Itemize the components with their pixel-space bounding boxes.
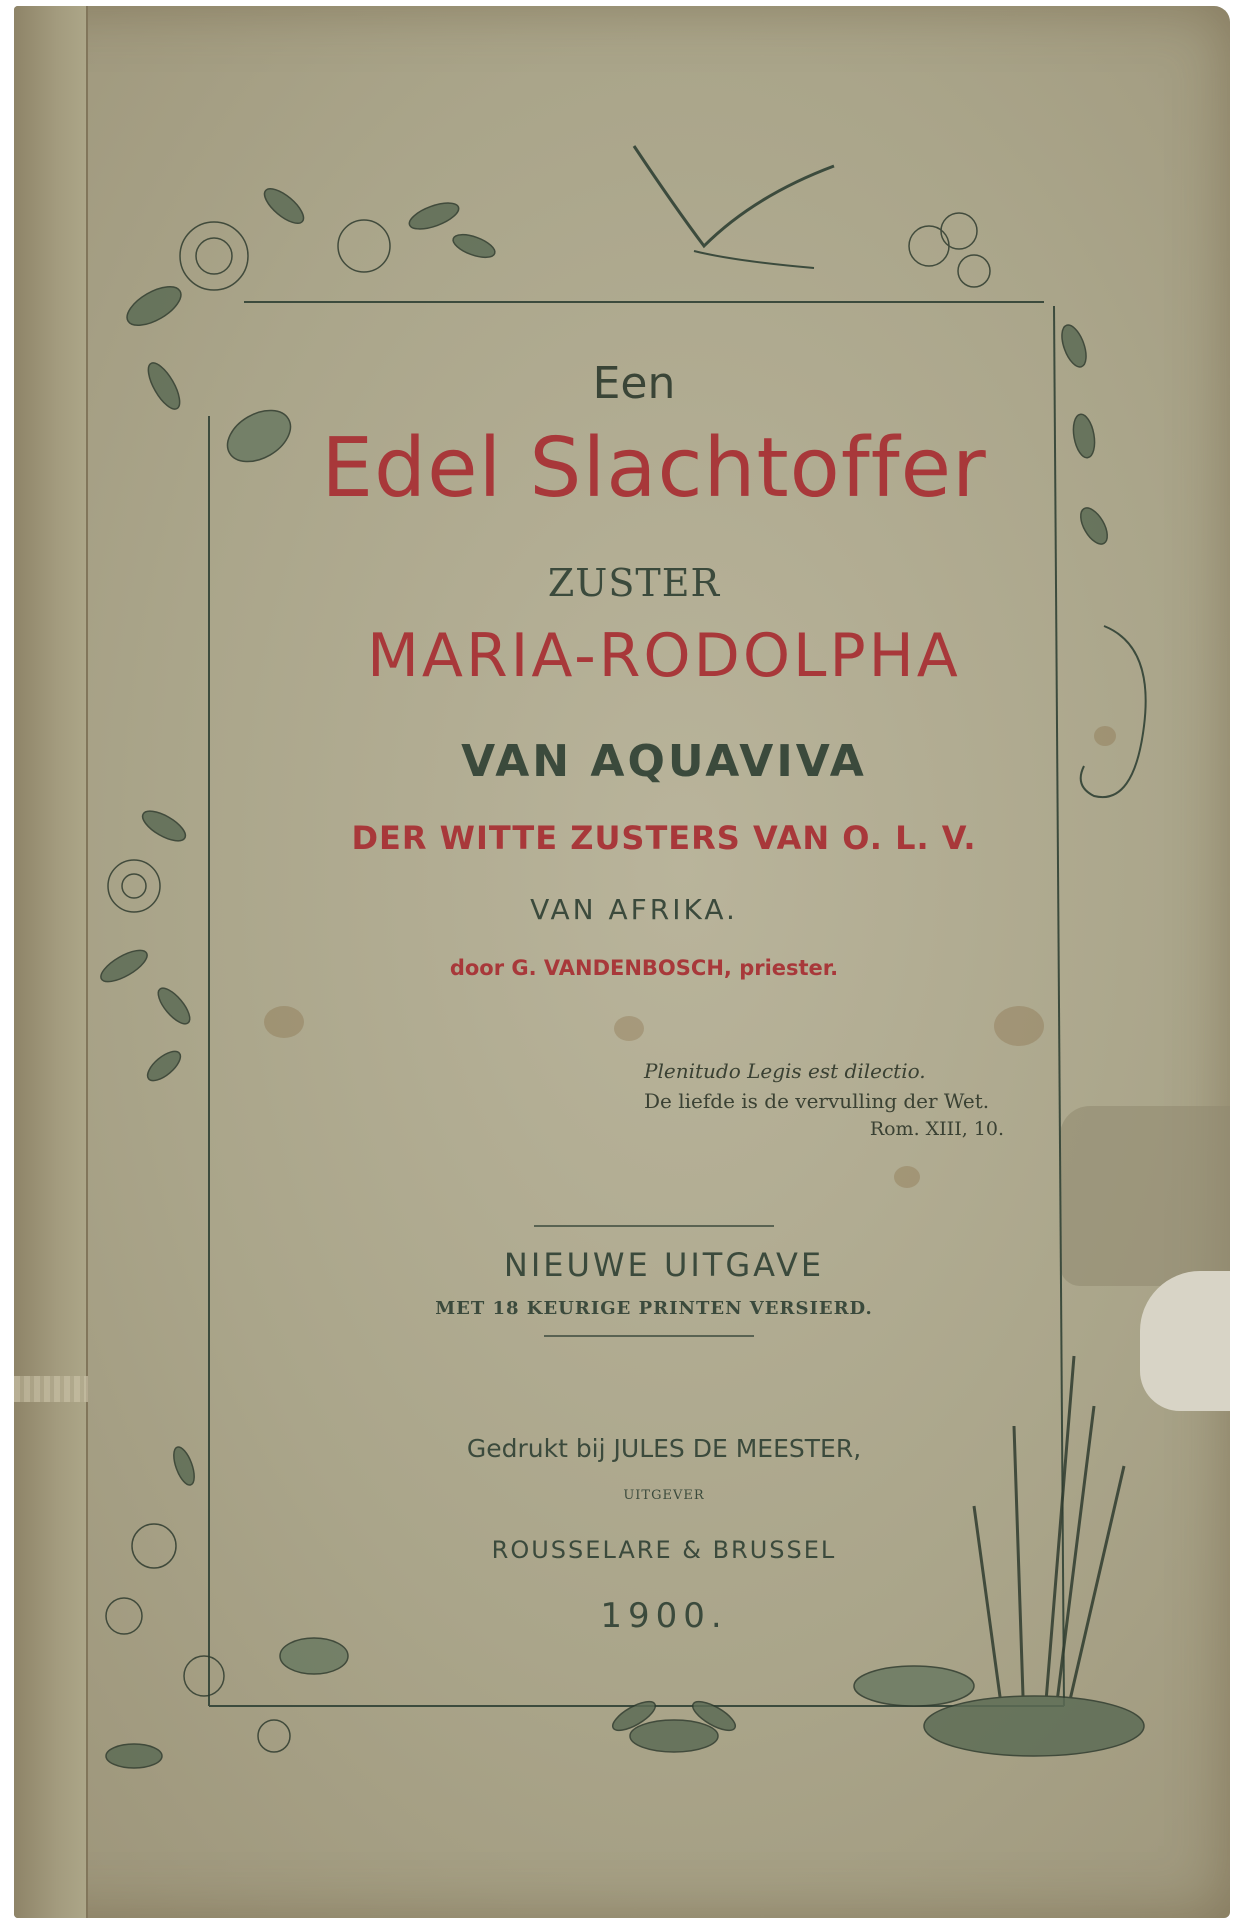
printer-line: Gedrukt bij JULES DE MEESTER, [466, 1434, 862, 1463]
religious-order: DER WITTE ZUSTERS VAN O. L. V. [351, 819, 977, 857]
order-region: VAN AFRIKA. [530, 893, 738, 926]
subject-origin: VAN AQUAVIVA [461, 736, 867, 787]
book-title: Edel Slachtoffer [321, 421, 987, 516]
publisher-label: UITGEVER [623, 1488, 705, 1503]
publication-place: ROUSSELARE & BRUSSEL [491, 1536, 837, 1564]
edition-label: NIEUWE UITGAVE [503, 1246, 825, 1284]
edition-note: MET 18 KEURIGE PRINTEN VERSIERD. [435, 1298, 873, 1319]
epigraph-reference: Rom. XIII, 10. [869, 1118, 1004, 1140]
title-prefix: Een [592, 358, 676, 409]
epigraph-latin: Plenitudo Legis est dilectio. [644, 1059, 926, 1083]
book-cover [14, 6, 1230, 1918]
subtitle-zuster: ZUSTER [547, 561, 721, 605]
subject-name: MARIA-RODOLPHA [367, 621, 961, 691]
publication-year: 1900. [600, 1596, 728, 1636]
epigraph-dutch: De liefde is de vervulling der Wet. [644, 1089, 990, 1113]
author-line: door G. VANDENBOSCH, priester. [449, 956, 839, 980]
